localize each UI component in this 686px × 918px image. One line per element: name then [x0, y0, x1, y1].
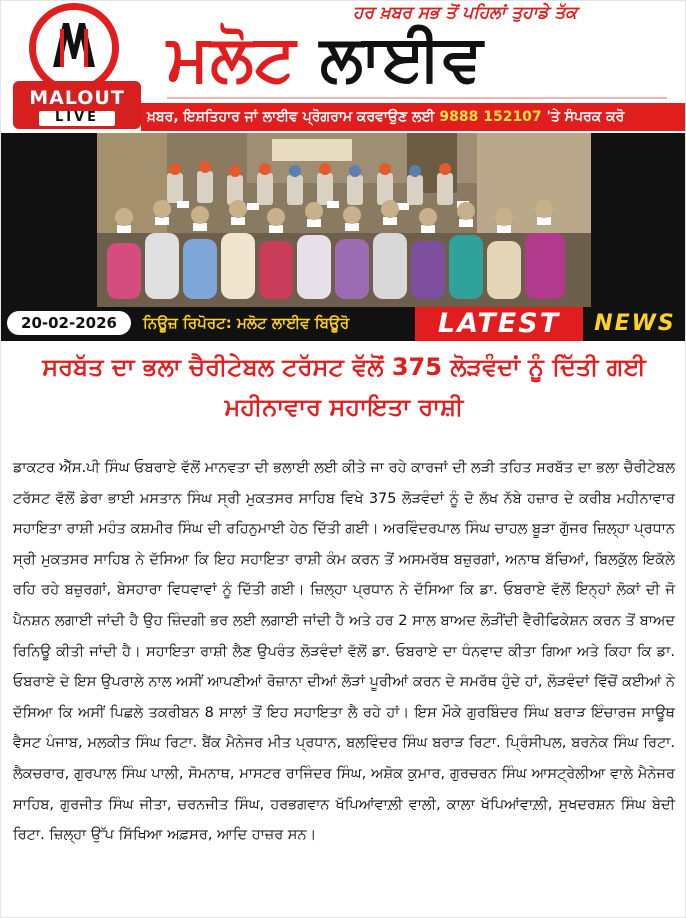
contact-suffix: 'ਤੇ ਸੰਪਰਕ ਕਰੋ [546, 109, 625, 125]
tagline: ਹਰ ਖ਼ਬਰ ਸਭ ਤੋਂ ਪਹਿਲਾਂ ਤੁਹਾਡੇ ਤੱਕ [353, 3, 577, 23]
logo-text-live: LIVE [54, 110, 100, 125]
date-badge: 20-02-2026 [7, 311, 131, 335]
news-badge: NEWS [594, 311, 676, 336]
brand-underline [167, 97, 667, 99]
event-photo-illustration [97, 133, 591, 309]
info-bar [1, 307, 686, 341]
brand-title-malout: ਮਲੋਟ [167, 22, 297, 96]
photo-side-right [591, 133, 686, 311]
event-photo [97, 133, 591, 309]
logo-m-icon [43, 15, 105, 77]
article-headline: ਸਰਬੱਤ ਦਾ ਭਲਾ ਚੈਰੀਟੇਬਲ ਟਰੱਸਟ ਵੱਲੋਂ 375 ਲੋੜਵੰਦਾਂ ਨੂੰ ਦਿੱਤੀ ਗਈ ਮਹੀਨਾਵਾਰ ਸਹਾਇਤਾ ਰਾਸ਼ੀ [42, 353, 646, 421]
logo-text-malout: MALOUT [29, 87, 125, 109]
logo-plate [13, 81, 141, 129]
report-byline: ਨਿਊਜ਼ ਰਿਪੋਰਟ: ਮਲੋਟ ਲਾਈਵ ਬਿਊਰੋ [143, 314, 350, 332]
malout-live-logo [13, 3, 141, 129]
contact-strip [141, 103, 686, 131]
article-body: ਡਾਕਟਰ ਐੱਸ.ਪੀ ਸਿੰਘ ਓਬਰਾਏ ਵੱਲੋਂ ਮਾਨਵਤਾ ਦੀ ਭਲਾਈ ਲਈ ਕੀਤੇ ਜਾ ਰਹੇ ਕਾਰਜਾਂ ਦੀ ਲੜੀ ਤਹਿਤ ਸਰਬੱਤ ਦਾ ਭਲਾ ਚੈਰੀਟੇਬਲ ਟਰੱਸਟ ਵੱਲੋਂ ਡੇਰਾ ਭਾਈ ਮਸਤਾਨ ਸਿੰਘ ਸ੍ਰੀ ਮੁਕਤਸਰ ਸਾਹਿਬ ਵਿਖੇ 375 ਲੋੜਵੰਦਾਂ ਨੂੰ ਦੋ ਲੱਖ ਨੱਬੇ ਹਜ਼ਾਰ ਦੇ ਕਰੀਬ ਮਹੀਨਾਵਾਰ ਸਹਾਇਤਾ ਰਾਸ਼ੀ ਮਹੰਤ ਕਸ਼ਮੀਰ ਸਿੰਘ ਦੀ ਰਹਿਨੁਮਾਈ ਹੇਠ ਦਿੱਤੀ ਗਈ। ਅਰਵਿੰਦਰਪਾਲ ਸਿੰਘ ਚਾਹਲ ਬੂੜਾ ਗੁੱਜਰ ਜ਼ਿਲ੍ਹਾ ਪ੍ਰਧਾਨ ਸ੍ਰੀ ਮੁਕਤਸਰ ਸਾਹਿਬ ਨੇ ਦੱਸਿਆ ਕਿ ਇਹ ਸਹਾਇਤਾ ਰਾਸ਼ੀ ਕੰਮ ਕਰਨ ਤੋਂ ਅਸਮਰੱਥ ਬਜ਼ੁਰਗਾਂ, ਅਨਾਥ ਬੱਚਿਆਂ, ਬਿਲਕੁੱਲ ਇਕੱਲੇ ਰਹਿ ਰਹੇ ਬਜ਼ੁਰਗਾਂ, ਬੇਸਹਾਰਾ ਵਿਧਵਾਵਾਂ ਨੂੰ ਦਿੱਤੀ ਗਈ। ਜ਼ਿਲ੍ਹਾ ਪ੍ਰਧਾਨ ਨੇ ਦੱਸਿਆ ਕਿ ਡਾ. ਓਬਰਾਏ ਵੱਲੋਂ ਇਨ੍ਹਾਂ ਲੋਕਾਂ ਦੀ ਜੋ ਪੈਨਸ਼ਨ ਲਗਾਈ ਜਾਂਦੀ ਹੈ ਉਹ ਜ਼ਿੰਦਗੀ ਭਰ ਲਈ ਲਗਾਈ ਜਾਂਦੀ ਹੈ ਅਤੇ ਹਰ 2 ਸਾਲ ਬਾਅਦ ਲੋੜੀਂਦੀ ਵੈਰੀਫਿਕੇਸ਼ਨ ਕਰਨ ਤੋਂ ਬਾਅਦ ਰਿਨਿਊ ਕੀਤੀ ਜਾਂਦੀ ਹੈ। ਸਹਾਇਤਾ ਰਾਸ਼ੀ ਲੈਣ ਉਪਰੰਤ ਲੋੜਵੰਦਾਂ ਵੱਲੋਂ ਡਾ. ਓਬਰਾਏ ਦਾ ਧੰਨਵਾਦ ਕੀਤਾ ਗਿਆ ਅਤੇ ਕਿਹਾ ਕਿ ਡਾ. ਓਬਰਾਏ ਦੇ ਇਸ ਉਪਰਾਲੇ ਨਾਲ ਅਸੀਂ ਆਪਣੀਆਂ ਰੋਜ਼ਾਨਾ ਦੀਆਂ ਲੋੜਾਂ ਪੂਰੀਆਂ ਕਰਨ ਦੇ ਸਮਰੱਥ ਹੁੰਦੇ ਹਾਂ, ਲੋੜਵੰਦਾਂ ਵਿੱਚੋਂ ਕਈਆਂ ਨੇ ਦੱਸਿਆ ਕਿ ਅਸੀਂ ਪਿਛਲੇ ਤਕਰੀਬਨ 8 ਸਾਲਾਂ ਤੋਂ ਇਹ ਸਹਾਇਤਾ ਲੈ ਰਹੇ ਹਾਂ। ਇਸ ਮੌਕੇ ਗੁਰਬਿੰਦਰ ਸਿੰਘ ਬਰਾੜ ਇੰਚਾਰਜ ਸਾਊਥ ਵੈਸਟ ਪੰਜਾਬ, ਮਲਕੀਤ ਸਿੰਘ ਰਿਟਾ. ਬੈਂਕ ਮੈਨੇਜਰ ਮੀਤ ਪ੍ਰਧਾਨ, ਬਲਵਿੰਦਰ ਸਿੰਘ ਬਰਾੜ ਰਿਟਾ. ਪ੍ਰਿੰਸੀਪਲ, ਬਰਨੇਕ ਸਿੰਘ ਰਿਟਾ. ਲੈਕਚਰਾਰ, ਗੁਰਪਾਲ ਸਿੰਘ ਪਾਲੀ, ਸੋਮਨਾਥ, ਮਾਸਟਰ ਰਾਜਿੰਦਰ ਸਿੰਘ, ਅਸ਼ੋਕ ਕੁਮਾਰ, ਗੁਰਚਰਨ ਸਿੰਘ ਆਸਟ੍ਰੇਲੀਆ ਵਾਲੇ ਮੈਨੇਜਰ ਸਾਹਿਬ, ਗੁਰਜੀਤ ਸਿੰਘ ਜੀਤਾ, ਚਰਨਜੀਤ ਸਿੰਘ, ਹਰਭਗਵਾਨ ਖੱਪਿਆਂਵਾਲ਼ੀ ਵਾਲੀ, ਕਾਲਾ ਖੱਪਿਆਂਵਾਲ਼ੀ, ਸੁਖਦਰਸ਼ਨ ਸਿੰਘ ਬੇਦੀ ਰਿਟਾ. ਜ਼ਿਲ੍ਹਾ ਉੱਪ ਸਿੱਖਿਆ ਅਫ਼ਸਰ, ਆਦਿ ਹਾਜ਼ਰ ਸਨ। [13, 460, 675, 844]
contact-prefix: ਖ਼ਬਰ, ਇਸ਼ਤਿਹਾਰ ਜਾਂ ਲਾਈਵ ਪ੍ਰੋਗਰਾਮ ਕਰਵਾਉਣ ਲਈ [147, 109, 435, 125]
brand-title-live: ਲਾਈਵ [319, 22, 484, 96]
masthead [1, 1, 686, 131]
logo-live-box [39, 111, 115, 126]
latest-badge: LATEST [415, 307, 583, 341]
contact-text [147, 103, 624, 131]
contact-phone: 9888 152107 [439, 109, 542, 125]
photo-side-left [1, 133, 97, 311]
brand-title [167, 19, 667, 99]
